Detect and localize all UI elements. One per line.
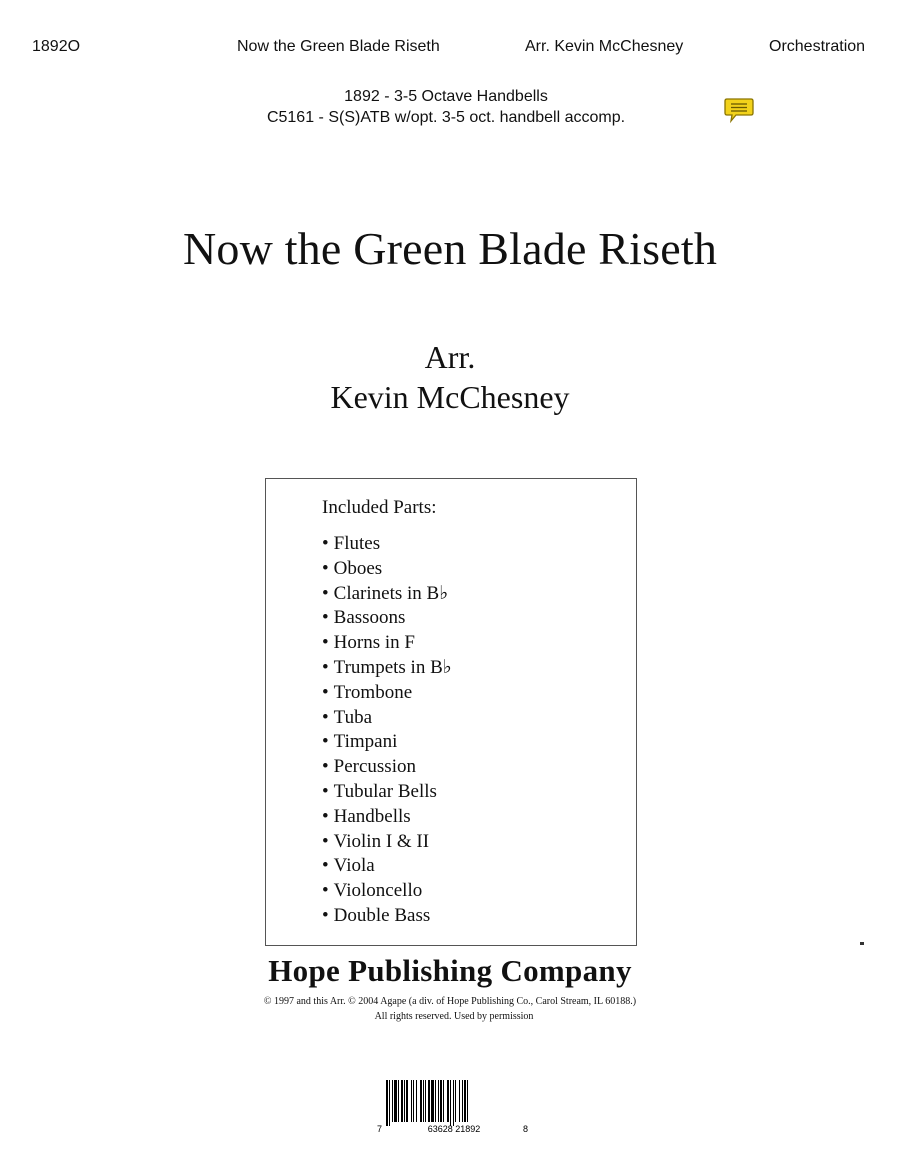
- part-item-label: Oboes: [333, 557, 383, 579]
- barcode-bar: [416, 1080, 417, 1122]
- header-arranger: Arr. Kevin McChesney: [525, 38, 684, 55]
- part-item: [322, 780, 452, 805]
- part-item-label: Violin I & II: [333, 830, 430, 852]
- part-item: [322, 582, 452, 607]
- barcode-bars: [386, 1080, 468, 1126]
- arrangement-prefix: Arr.: [424, 339, 476, 375]
- part-item: [322, 706, 452, 731]
- part-item: [322, 904, 452, 929]
- barcode-bar: [386, 1080, 388, 1126]
- barcode-bar: [401, 1080, 403, 1122]
- part-item: [322, 656, 452, 681]
- part-item-label: Bassoons: [333, 607, 406, 629]
- barcode-bar: [425, 1080, 426, 1122]
- subtitle-line-1: 1892 - 3-5 Octave Handbells: [344, 88, 548, 105]
- part-item-label: Viola: [333, 855, 375, 877]
- barcode-check-digit: 8: [523, 1124, 528, 1134]
- barcode-digits: 63628 21892: [427, 1124, 481, 1134]
- header-title: Now the Green Blade Riseth: [237, 38, 440, 55]
- publisher-logo: Hope Publishing Company: [268, 953, 632, 988]
- bullet: •: [322, 805, 329, 827]
- bullet: •: [322, 681, 329, 703]
- bullet: •: [322, 855, 329, 877]
- bullet: •: [322, 780, 329, 802]
- part-item: [322, 681, 452, 706]
- subtitle-line-2: C5161 - S(S)ATB w/opt. 3-5 oct. handbell accomp.: [266, 109, 626, 126]
- barcode-bar: [455, 1080, 456, 1122]
- copyright-line-1: © 1997 and this Arr. © 2004 Agape (a div. of Hope Publishing Co., Carol Stream, IL 60188.): [263, 996, 637, 1007]
- copyright-line-2: All rights reserved. Used by permission: [374, 1011, 534, 1022]
- arranger-name: Kevin McChesney: [330, 379, 570, 415]
- bullet: •: [322, 904, 329, 926]
- included-parts-list: [322, 532, 452, 929]
- barcode-bar: [389, 1080, 390, 1126]
- barcode-bar: [462, 1080, 463, 1122]
- barcode: [376, 1078, 528, 1134]
- bullet: •: [322, 582, 329, 604]
- stray-mark: [860, 942, 864, 945]
- barcode-bar: [438, 1080, 439, 1122]
- header-code: 1892O: [32, 38, 81, 55]
- bullet: •: [322, 756, 329, 778]
- barcode-bar: [404, 1080, 405, 1122]
- part-item: [322, 805, 452, 830]
- barcode-bar: [435, 1080, 436, 1122]
- barcode-bar: [443, 1080, 444, 1122]
- part-item: [322, 532, 452, 557]
- included-parts-heading: Included Parts:: [322, 497, 437, 518]
- part-item-label: Timpani: [333, 731, 398, 753]
- bullet: •: [322, 706, 329, 728]
- bullet: •: [322, 533, 329, 554]
- barcode-bar: [431, 1080, 434, 1122]
- bullet: •: [322, 830, 329, 852]
- header-type: Orchestration: [769, 38, 866, 55]
- part-item-label: Clarinets in B♭: [333, 582, 449, 604]
- part-item: [322, 854, 452, 879]
- barcode-bar: [392, 1080, 393, 1122]
- comment-note-icon[interactable]: [724, 96, 754, 124]
- bullet: •: [322, 557, 329, 579]
- part-item-label: Double Bass: [333, 904, 431, 926]
- barcode-bar: [450, 1080, 451, 1126]
- part-item: [322, 879, 452, 904]
- barcode-bar: [467, 1080, 468, 1122]
- part-item: [322, 606, 452, 631]
- part-item-label: Violoncello: [333, 880, 423, 902]
- barcode-bar: [440, 1080, 442, 1122]
- barcode-bar: [394, 1080, 397, 1122]
- bullet: •: [322, 656, 329, 678]
- barcode-bar: [453, 1080, 454, 1126]
- part-item-label: Percussion: [333, 756, 416, 778]
- barcode-bar: [459, 1080, 460, 1122]
- part-item-label: Trumpets in B♭: [333, 656, 452, 678]
- part-item: [322, 830, 452, 855]
- part-item-label: Tuba: [333, 706, 373, 728]
- part-item: [322, 631, 452, 656]
- barcode-bar: [420, 1080, 422, 1122]
- part-item-label: Flutes: [333, 533, 381, 554]
- part-item-label: Tubular Bells: [333, 780, 437, 802]
- barcode-bar: [447, 1080, 449, 1122]
- barcode-bar: [423, 1080, 424, 1122]
- part-item-label: Trombone: [333, 681, 413, 703]
- barcode-bar: [413, 1080, 414, 1122]
- part-item: [322, 557, 452, 582]
- bullet: •: [322, 731, 329, 753]
- barcode-bar: [406, 1080, 408, 1122]
- part-item: [322, 755, 452, 780]
- part-item-label: Horns in F: [333, 632, 415, 654]
- barcode-bar: [411, 1080, 412, 1122]
- page-title: Now the Green Blade Riseth: [182, 223, 718, 274]
- barcode-bar: [464, 1080, 466, 1122]
- barcode-bar: [398, 1080, 399, 1122]
- bullet: •: [322, 632, 329, 654]
- part-item: [322, 730, 452, 755]
- bullet: •: [322, 880, 329, 902]
- barcode-lead-digit: 7: [377, 1124, 383, 1134]
- barcode-bar: [428, 1080, 430, 1122]
- part-item-label: Handbells: [333, 805, 411, 827]
- bullet: •: [322, 607, 329, 629]
